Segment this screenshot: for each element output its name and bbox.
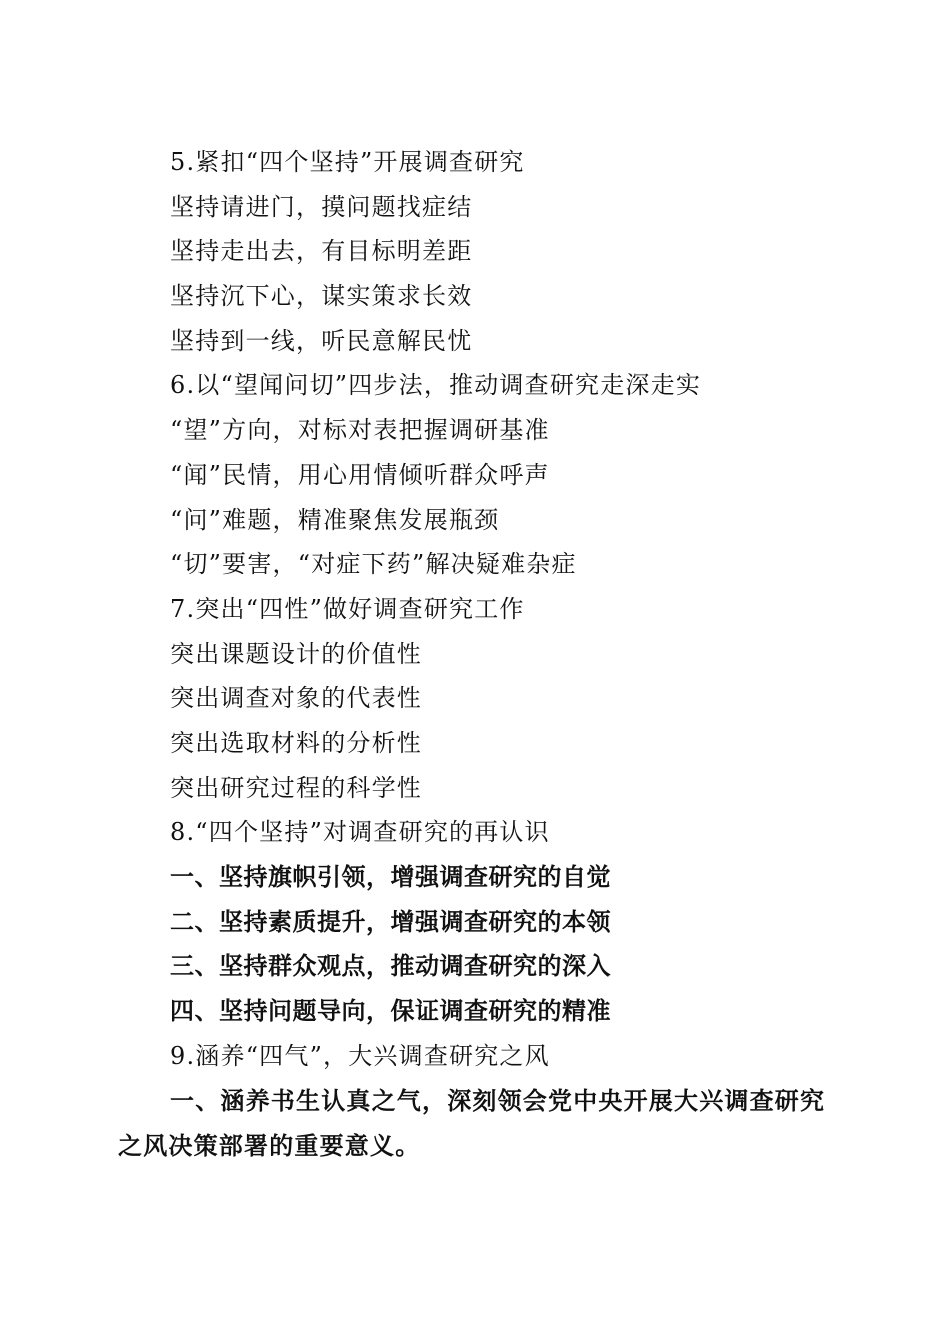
bold-list-item: 二、坚持素质提升，增强调查研究的本领 <box>170 907 611 936</box>
bold-list-item: 三、坚持群众观点，推动调查研究的深入 <box>170 952 611 981</box>
list-item: 突出选取材料的分析性 <box>170 728 422 757</box>
bold-list-item: 四、坚持问题导向，保证调查研究的精准 <box>170 997 611 1026</box>
list-item: 突出课题设计的价值性 <box>170 639 422 668</box>
list-item: 坚持走出去，有目标明差距 <box>170 237 473 266</box>
heading-8: 8.“四个坚持”对调查研究的再认识 <box>170 818 550 847</box>
list-item: 坚持沉下心，谋实策求长效 <box>170 282 473 311</box>
list-item: “望”方向，对标对表把握调研基准 <box>170 416 550 445</box>
heading-7: 7.突出“四性”做好调查研究工作 <box>170 594 525 623</box>
list-item: 坚持到一线，听民意解民忧 <box>170 326 473 355</box>
heading-6: 6.以“望闻问切”四步法，推动调查研究走深走实 <box>170 371 702 400</box>
heading-5: 5.紧扣“四个坚持”开展调查研究 <box>170 148 525 176</box>
bold-list-item: 一、坚持旗帜引领，增强调查研究的自觉 <box>170 863 611 891</box>
list-item: 坚持请进门，摸问题找症结 <box>170 192 473 221</box>
heading-9: 9.涵养“四气”，大兴调查研究之风 <box>170 1041 550 1070</box>
list-item: “切”要害，“对症下药”解决疑难杂症 <box>170 550 577 579</box>
document-content <box>170 140 870 1078</box>
list-item: “闻”民情，用心用情倾听群众呼声 <box>170 460 550 489</box>
list-item: “问”难题，精准聚焦发展瓶颈 <box>170 505 500 534</box>
body-paragraph: 一、涵养书生认真之气，深刻领会党中央开展大兴调查研究之风决策部署的重要意义。 <box>118 1087 826 1160</box>
list-item: 突出调查对象的代表性 <box>170 684 422 713</box>
list-item: 突出研究过程的科学性 <box>170 773 422 802</box>
